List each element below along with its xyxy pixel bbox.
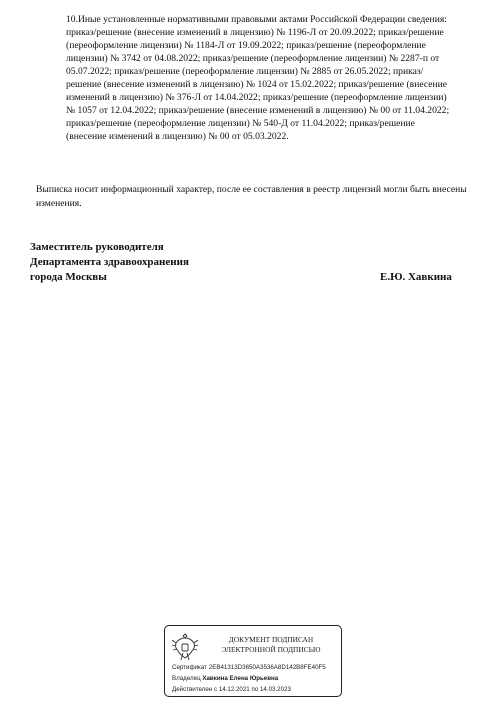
stamp-title: [203, 635, 339, 655]
certificate-label: Сертификат: [172, 664, 208, 671]
position-line-3: города Москвы: [30, 271, 107, 283]
position-line-1: Заместитель руководителя: [30, 241, 164, 253]
validity-label: Действителен: [172, 686, 213, 693]
stamp-title-line-1: ДОКУМЕНТ ПОДПИСАН: [228, 635, 314, 644]
signatory-position: [30, 240, 290, 285]
electronic-signature-stamp: [164, 625, 342, 697]
stamp-validity: [172, 686, 342, 694]
stamp-owner: [172, 675, 342, 683]
owner-value: Хавкина Елена Юрьевна: [202, 675, 279, 682]
licence-item-10: [66, 13, 456, 143]
coat-of-arms-icon: [171, 631, 199, 663]
item-10-text: Иные установленные нормативными правовыми актами Российской Федерации сведения: приказ/решение (внесение изменений в лицензию) № 1196-Л от 20.09.2022; приказ/решение (переоформление лицензии) № 1184-Л от 19.09.2022; приказ/решение (переоформление лицензии) № 3742 от 04.08.2022; приказ/решение (переоформление лицензии) № 2287-п от 05.07.2022; приказ/решение (переоформление лицензии) № 2885 от 26.05.2022; приказ/решение (внесение изменений в лицензию) № 1024 от 15.02.2022; приказ/решение (внесение изменений в лицензию) № 376-Л от 14.04.2022; приказ/решение (переоформление лицензии) № 1057 от 12.04.2022; приказ/решение (внесение изменений в лицензию) № 00 от 11.04.2022; приказ/решение (переоформление лицензии) № 540-Д от 11.04.2022; приказ/решение (внесение изменений в лицензию) № 00 от 05.03.2022.: [66, 14, 450, 142]
position-line-2: Департамента здравоохранения: [30, 256, 189, 268]
stamp-title-line-2: ЭЛЕКТРОННОЙ ПОДПИСЬЮ: [221, 645, 321, 654]
item-number: 10.: [66, 14, 78, 25]
owner-label: Владелец: [172, 675, 201, 682]
signatory-name: Е.Ю. Хавкина: [380, 271, 452, 283]
certificate-value: 2EB41313D3650A3536A8D142B8FE40F5: [208, 664, 326, 671]
validity-value: с 14.12.2021 по 14.03.2023: [213, 686, 291, 693]
stamp-certificate: [172, 664, 342, 672]
extract-notice: Выписка носит информационный характер, после ее составления в реестр лицензий могли быть внесены изменения.: [36, 184, 467, 209]
